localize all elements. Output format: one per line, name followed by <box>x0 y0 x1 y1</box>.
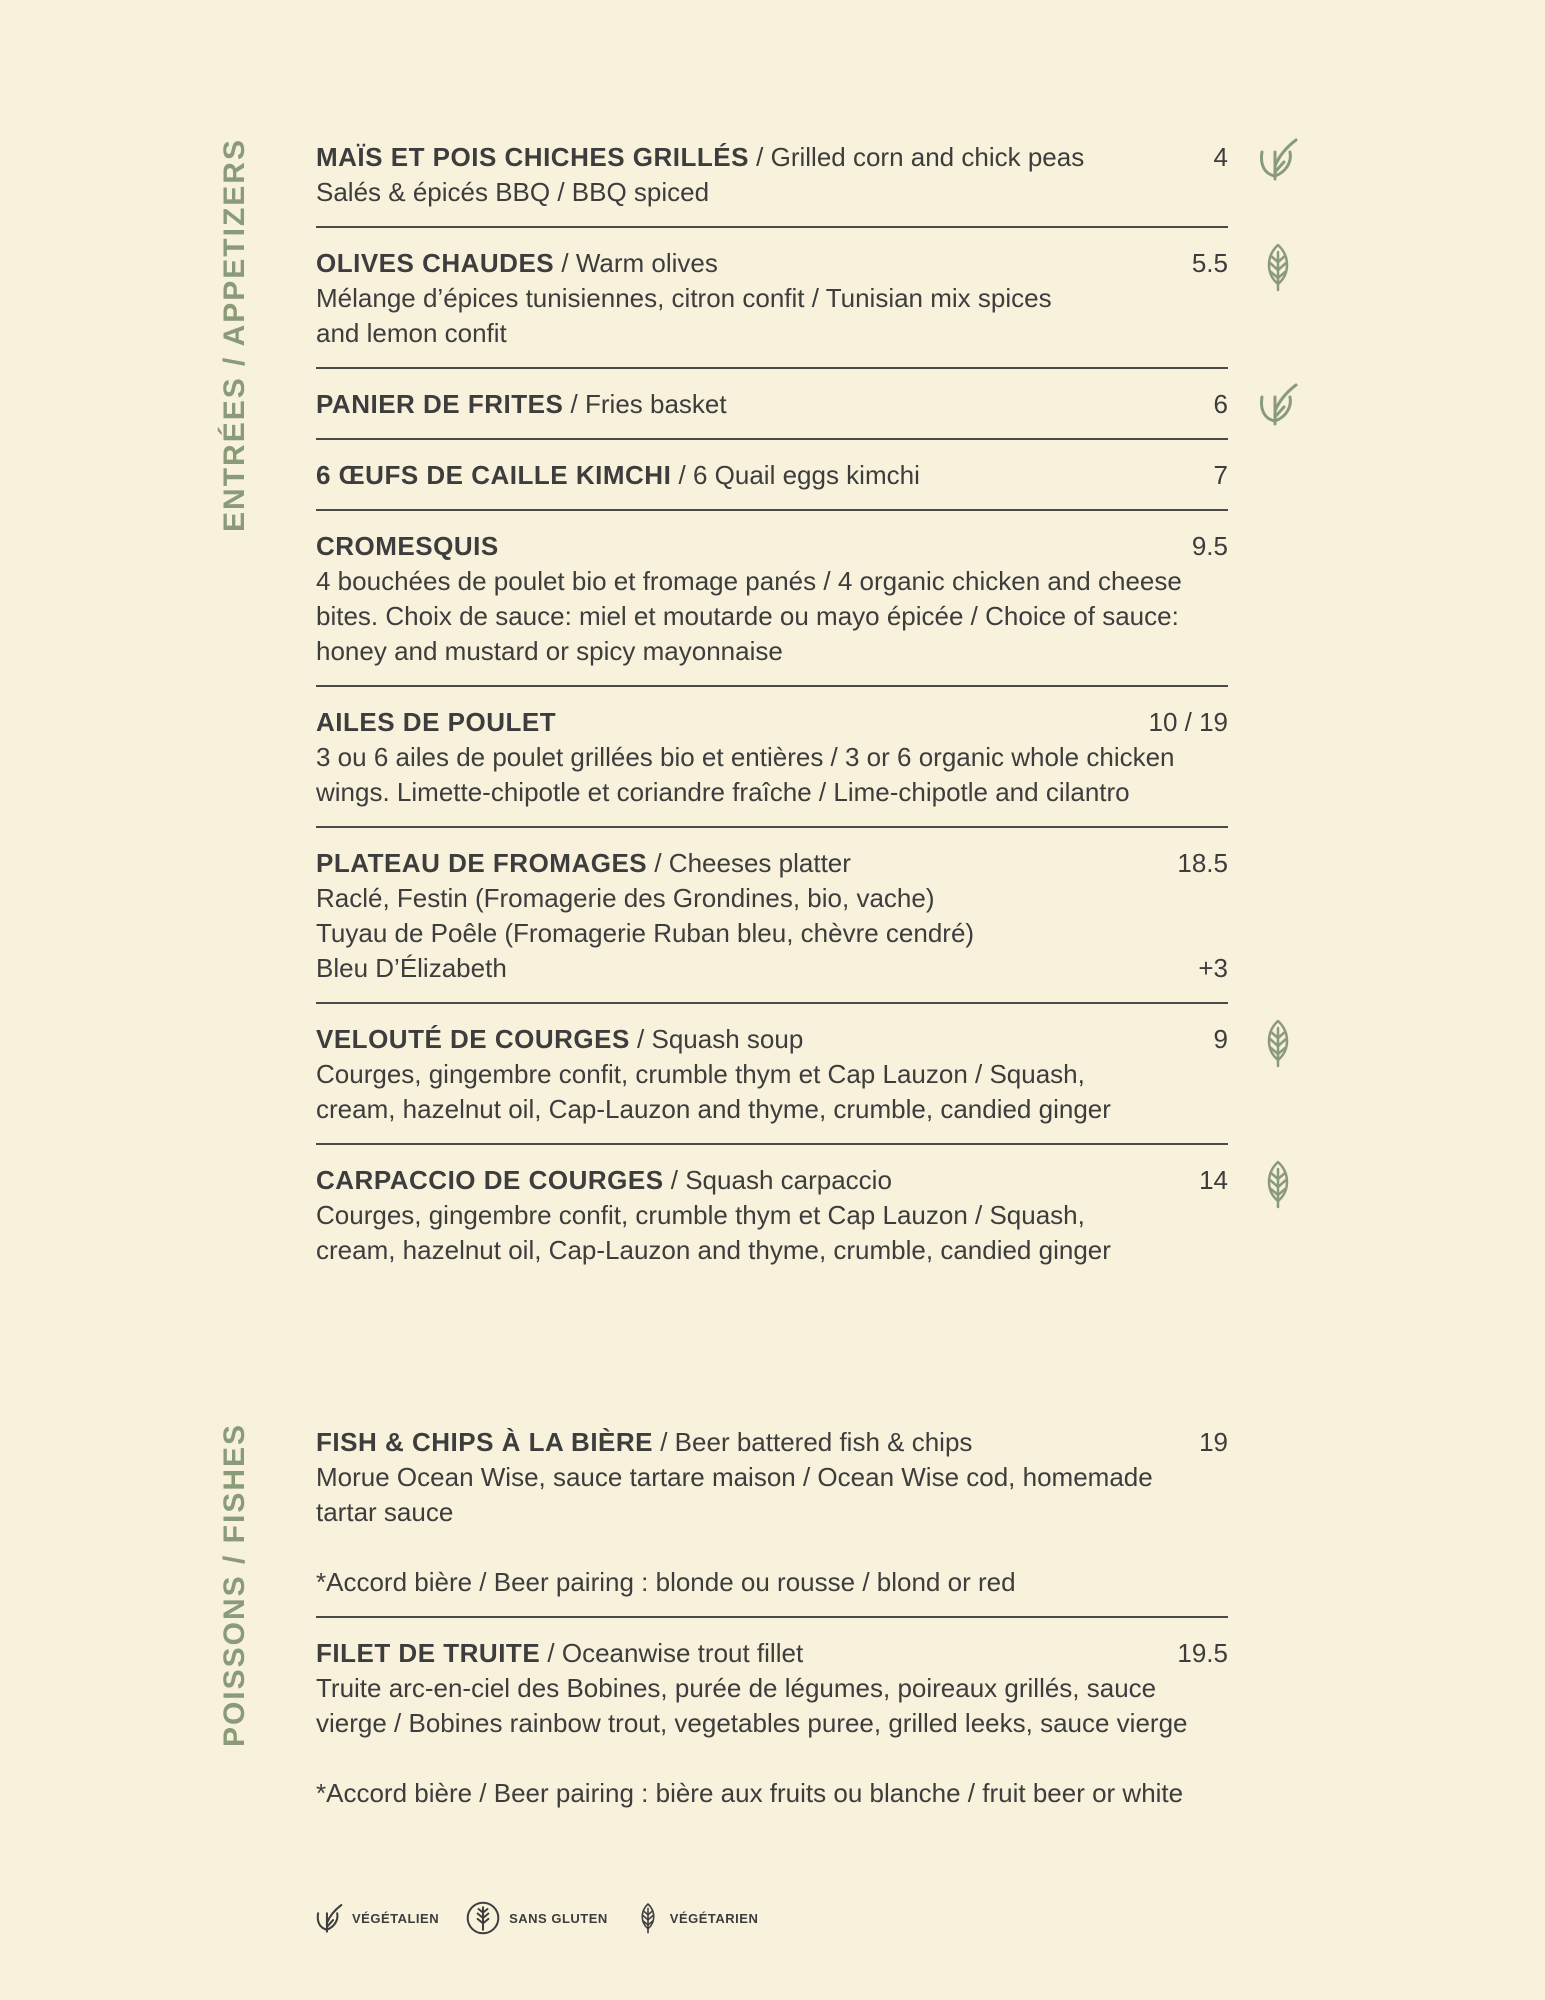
item-description: 4 bouchées de poulet bio et fromage panés / 4 organic chicken and cheese bites. Choix de sauce: miel et moutarde ou mayo épicée / Choice of sauce: honey and mustard or spicy mayonnaise <box>316 566 1182 666</box>
menu-item: MAÏS ET POIS CHICHES GRILLÉS / Grilled corn and chick peas Salés & épicés BBQ / BBQ spiced 4 <box>316 140 1228 228</box>
dietary-legend <box>314 1900 784 1936</box>
appetizers-list <box>316 140 1228 1284</box>
menu-item: PANIER DE FRITES / Fries basket 6 <box>316 369 1228 440</box>
item-price: 18.5 <box>1177 848 1228 878</box>
vegan-icon <box>1256 379 1300 429</box>
menu-item: OLIVES CHAUDES / Warm olives Mélange d’épices tunisiennes, citron confit / Tunisian mix spices and lemon confit 5.5 <box>316 228 1228 369</box>
menu-item: PLATEAU DE FROMAGES / Cheeses platter Raclé, Festin (Fromagerie des Grondines, bio, vache) Tuyau de Poêle (Fromagerie Ruban bleu, chèvre cendré) Bleu D’Élizabeth 18.5 +3 <box>316 828 1228 1004</box>
item-price: 6 <box>1213 389 1228 419</box>
item-price: 19 <box>1199 1427 1228 1457</box>
legend-label: VÉGÉTALIEN <box>352 1910 440 1926</box>
item-description: Courges, gingembre confit, crumble thym et Cap Lauzon / Squash, cream, hazelnut oil, Cap-Lauzon and thyme, crumble, candied ginger <box>316 1200 1111 1265</box>
fishes-heading: POISSONS / FISHES <box>218 1422 252 1748</box>
vegetarian-icon <box>1256 242 1300 292</box>
menu-item: CROMESQUIS 4 bouchées de poulet bio et fromage panés / 4 organic chicken and cheese bites. Choix de sauce: miel et moutarde ou mayo épicée / Choice of sauce: honey and mustard or spicy mayonnaise 9.5 <box>316 511 1228 687</box>
vegetarian-icon <box>1256 1018 1300 1068</box>
item-description-line: Raclé, Festin (Fromagerie des Grondines, bio, vache) <box>316 883 935 913</box>
menu-item: FILET DE TRUITE / Oceanwise trout fillet Truite arc-en-ciel des Bobines, purée de légumes, poireaux grillés, sauce vierge / Bobines rainbow trout, vegetables puree, grilled leeks, sauce vierge *Accord bière / Beer pairing : bière aux fruits ou blanche / fruit beer or white 19.5 <box>316 1618 1228 1827</box>
vegan-icon <box>1256 134 1300 184</box>
section-label-appetizers <box>210 140 260 530</box>
menu-item: 6 ŒUFS DE CAILLE KIMCHI / 6 Quail eggs kimchi 7 <box>316 440 1228 511</box>
item-description: Courges, gingembre confit, crumble thym et Cap Lauzon / Squash, cream, hazelnut oil, Cap-Lauzon and thyme, crumble, candied ginger <box>316 1059 1111 1124</box>
item-price: 14 <box>1199 1165 1228 1195</box>
menu-item: AILES DE POULET 3 ou 6 ailes de poulet grillées bio et entières / 3 or 6 organic whole chicken wings. Limette-chipotle et coriandre fraîche / Lime-chipotle and cilantro 10 / 19 <box>316 687 1228 828</box>
vegan-icon <box>314 1900 344 1936</box>
item-price: 9 <box>1213 1024 1228 1054</box>
item-price: 5.5 <box>1191 248 1228 278</box>
legend-item-vegan <box>314 1900 439 1936</box>
fishes-list <box>316 1425 1228 1827</box>
item-description-line: Bleu D’Élizabeth <box>316 953 507 983</box>
item-price: 10 / 19 <box>1148 707 1228 737</box>
item-description: Morue Ocean Wise, sauce tartare maison / Ocean Wise cod, homemade tartar sauce <box>316 1462 1153 1527</box>
item-description: Mélange d’épices tunisiennes, citron confit / Tunisian mix spices and lemon confit <box>316 283 1052 348</box>
item-description: 3 ou 6 ailes de poulet grillées bio et entières / 3 or 6 organic whole chicken wings. Limette-chipotle et coriandre fraîche / Lime-chipotle and cilantro <box>316 742 1175 807</box>
item-extra-price: +3 <box>1198 953 1228 983</box>
section-label-fishes <box>210 1422 260 1748</box>
menu-item: VELOUTÉ DE COURGES / Squash soup Courges, gingembre confit, crumble thym et Cap Lauzon / Squash, cream, hazelnut oil, Cap-Lauzon and thyme, crumble, candied ginger 9 <box>316 1004 1228 1145</box>
appetizers-heading: ENTRÉES / APPETIZERS <box>218 138 252 532</box>
gluten-free-icon <box>465 1900 501 1936</box>
item-price: 19.5 <box>1177 1638 1228 1668</box>
legend-label: SANS GLUTEN <box>509 1910 608 1926</box>
vegetarian-icon <box>634 1900 662 1936</box>
item-description: Salés & épicés BBQ / BBQ spiced <box>316 177 710 207</box>
item-price: 4 <box>1213 142 1228 172</box>
legend-label: VÉGÉTARIEN <box>669 1910 759 1926</box>
item-description: Truite arc-en-ciel des Bobines, purée de légumes, poireaux grillés, sauce vierge / Bobines rainbow trout, vegetables puree, grilled leeks, sauce vierge <box>316 1673 1188 1738</box>
item-price: 7 <box>1213 460 1228 490</box>
item-description-line: Tuyau de Poêle (Fromagerie Ruban bleu, chèvre cendré) <box>316 918 975 948</box>
menu-item: CARPACCIO DE COURGES / Squash carpaccio Courges, gingembre confit, crumble thym et Cap Lauzon / Squash, cream, hazelnut oil, Cap-Lauzon and thyme, crumble, candied ginger 14 <box>316 1145 1228 1284</box>
pairing-note: *Accord bière / Beer pairing : blonde ou rousse / blond or red <box>316 1567 1016 1597</box>
legend-item-gluten-free <box>465 1900 608 1936</box>
menu-item: FISH & CHIPS À LA BIÈRE / Beer battered fish & chips Morue Ocean Wise, sauce tartare maison / Ocean Wise cod, homemade tartar sauce *Accord bière / Beer pairing : blonde ou rousse / blond or red 19 <box>316 1425 1228 1618</box>
vegetarian-icon <box>1256 1159 1300 1209</box>
legend-item-vegetarian <box>634 1900 759 1936</box>
pairing-note: *Accord bière / Beer pairing : bière aux fruits ou blanche / fruit beer or white <box>316 1778 1184 1808</box>
item-price: 9.5 <box>1191 531 1228 561</box>
